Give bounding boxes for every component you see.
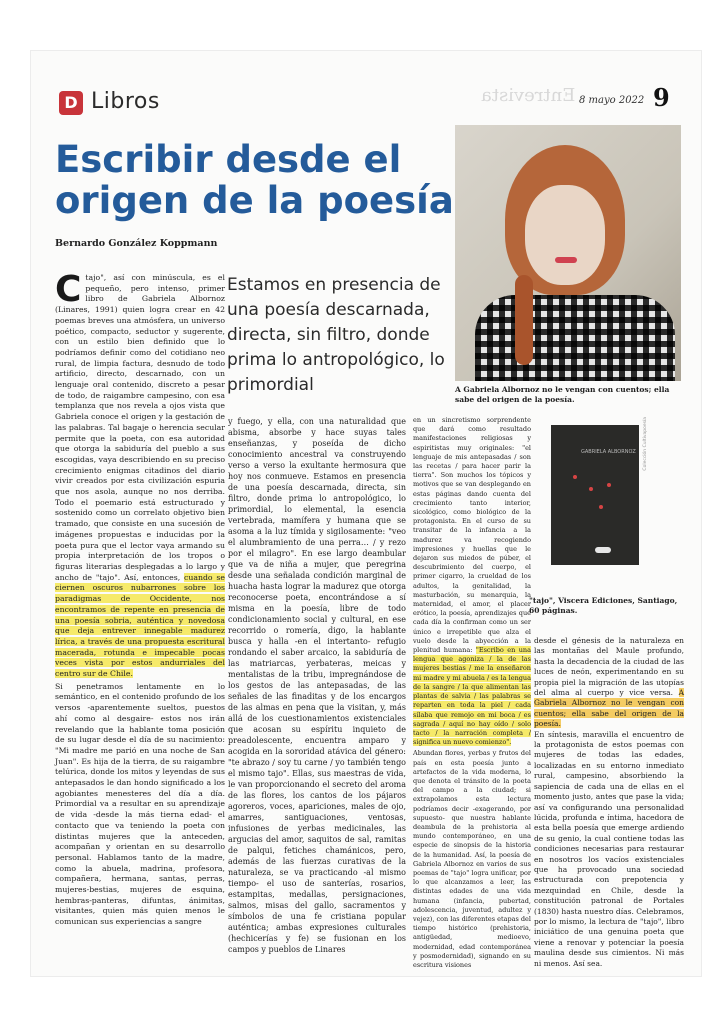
highlighted-text: cuando se ciernen oscuros nubarrones sobre los paradigmas de Occidente, nos encontramos de repente en presencia de una poesía sobria, auténtica y novedosa que deja entrever innegable madurez lírica, a través de una propuesta escritural macerada, rotunda e impecable pocas veces vista por estos andurriales del centro sur de Chile. xyxy=(55,572,225,679)
body-paragraph: y fuego, y ella, con una naturalidad que abisma, absorbe y hace suyas tales enseñanzas, y poseída de dicho conocimiento ancestral va construyendo verso a verso la exultante hermosura que hoy nos conmueve. Estamos en presencia de una poesía descarnada, directa, sin filtro, donde prima lo antropológico, lo primordial, lo elemental, la esencia vertebrada, mamífera y humana que se asoma a la luz tímida y sigilosamente: "veo el alumbramiento de una perra… / y rezo por el milagro". En ese largo deambular que va de niña a mujer, que peregrina desde una señalada condición marginal de huacha hasta lograr la madurez que otorga reconocerse poeta, encontrándose a sí misma en la poesía, libre de todo condicionamiento social y cultural, en ese recorrido o romería, digo, la hablante busca y halla -en el intertanto- refugio rondando el saber arcaico, la sabiduría de las matriarcas, yerbateras, meicas y mentalistas de la tribu, impregnándose de los gestos de las antepasadas, de las señales de las finaditas y de los encargos de las almas en pena que la visitan, y, más allá de los cuestionamientos existenciales que acosan su espíritu inquieto de preadolescente, encuentra amparo y acogida en la sororidad atávica del género: "te abrazo / soy tu carne / yo también tengo el mismo tajo". Ellas, sus maestras de vida, le van proporcionando el secreto del aroma de las flores, los cantos de los pájaros agoreros, voces, apariciones, males de ojo, amarres, santiguaciones, ventosas, infusiones de yerbas medicinales, las argucias del amor, saquitos de sal, ramitas de palqui, fetiches chamánicos, pero, además de las fuerzas curativas de la naturaleza, se va practicando -al mismo tiempo- el uso de santerías, rosarios, estampitas, medallas, persignaciones, salmos, misas del gallo, sacramentos y símbolos de una fe cristiana popular auténtica; ambas expresiones culturales (hechicerías y fe) se fusionan en los campos y pueblos de Linares xyxy=(228,417,406,954)
highlighted-text: "Escribo en una lengua que agoniza / la de las mujeres bestias / me la enseñaron mi madre y mi abuela / es la lengua de la sangre / la que alimentan las plantas de salvia / las palabras se reparten en toda la piel / cada sílaba que remojo en mi boca / es sagrada / aquí no hay oído / solo tacto / la narración completa / significa un nuevo comienzo". xyxy=(413,646,531,747)
body-paragraph: en un sincretismo sorprendente que dará como resultado manifestaciones religiosas y espiritistas muy originales: "el lenguaje de mis antepasadas / son las recetas / para hacer parir la tierra". Son muchos los tópicos y motivos que se van desplegando en estas páginas dando cuenta del crecimiento tanto interior, sicológico, como biológico de la protagonista. En el curso de su transitar de la infancia a la madurez va recogiendo impresiones y huellas que le dejaron sus miedos de púber, el descubrimiento del cuerpo, el primer cigarro, la crueldad de los adultos, la genitalidad, la masturbación, su menarquia, la maternidad, el amor, el placer erótico, la poesía, aprendizajes que cada día la confirman como un ser único e irrepetible que alza el vuelo desde la abyección a la plenitud humana: "Escribo en una lengua que agoniza / la de las mujeres bestias / me la enseñaron mi madre y mi abuela / es la lengua de la sangre / la que alimentan las plantas de salvia / las palabras se reparten en toda la piel / cada sílaba que remojo en mi boca / es sagrada / aquí no hay oído / solo tacto / la narración completa / significa un nuevo comienzo". xyxy=(413,416,531,747)
diario-logo: D xyxy=(59,91,83,115)
drop-cap: C xyxy=(55,269,82,310)
article-headline: Escribir desde el origen de la poesía xyxy=(55,138,454,222)
body-column-3 xyxy=(413,416,531,970)
photo-caption: A Gabriela Albornoz no le vengan con cuentos; ella sabe del origen de la poesía. xyxy=(455,385,670,404)
body-column-4 xyxy=(534,636,684,969)
photo-lips xyxy=(555,257,577,263)
book-cover-image xyxy=(551,425,639,565)
cover-leaf xyxy=(589,487,593,491)
body-paragraph: Abundan flores, yerbas y frutos del país en esta poesía junto a artefactos de la vida moderna, lo que denota el tránsito de la poeta del campo a la ciudad; si extrapolamos esta lectura podríamos decir -exagerando, por supuesto- que nuestra hablante deambula de la prehistoria al mundo contemporáneo, en una especie de sinopsis de la historia de la humanidad. Así, la poesía de Gabriela Albornoz en varios de sus poemas de "tajo" logra unificar, por lo que alcanzamos a leer, las distintas edades de una vida humana (infancia, pubertad, adolescencia, juventud, adultez y vejez), con las diferentes etapas del tiempo histórico (prehistoria, antigüedad, medioevo, modernidad, edad contemporánea y posmodernidad), signando en su escritura visiones xyxy=(413,749,531,969)
body-paragraph: desde el génesis de la naturaleza en las montañas del Maule profundo, hasta la decadencia de la ciudad de las luces de neón, experimentando en su propia piel la migración de las utopías del alma al cuerpo y vice versa. A Gabriela Albornoz no le vengan con cuentos; ella sabe del origen de la poesía. xyxy=(534,636,684,729)
pull-quote: Estamos en presencia de una poesía descarnada, directa, sin filtro, donde prima lo antropológico, lo primordial xyxy=(227,275,445,395)
section-title: Libros xyxy=(91,89,160,114)
photo-credit: Colección Cultivapoesía xyxy=(643,417,648,471)
cover-leaf xyxy=(573,475,577,479)
author-byline: Bernardo González Koppmann xyxy=(55,238,218,249)
bleed-through-text: Entrevista xyxy=(481,85,576,106)
body-paragraph: tajo", así con minúscula, es el pequeño, pero intenso, primer libro de Gabriela Albornoz (Linares, 1991) quien logra crear en 42 poemas breves una atmósfera, un universo poético, compacto, seductor y sugerente, con un estilo bien definido que lo podríamos definir como del cotidiano neo rural, de limpia factura, desnudo de todo artificio, directo, descarnado, con un lenguaje oral contenido, discreto a pesar de todo, de raigambre campesino, con esa templanza que nos revela a ojos vista que Gabriela conoce el origen y la gestación de las palabras. Tal bagaje o herencia secular permite que la poeta, con esa autoridad que otorga la sabiduría del pueblo a sus escogidas, vaya describiendo en su preciso crecimiento enigmas citadinos del diario vivir creados por esta civilización espuria que nos asola, aunque no nos derriba. Todo el poemario está estructurado y sostenido como un correlato objetivo bien tramado, que consiste en una sucesión de imágenes propuestas e inducidas por la poeta pura que el lector vaya armando su propia interpretación de los tropos o figuras literarias desplegadas a lo largo y ancho de "tajo". Así, entonces, cuando se ciernen oscuros nubarrones sobre los paradigmas de Occidente, nos encontramos de repente en presencia de una poesía sobria, auténtica y novedosa que deja entrever innegable madurez lírica, a través de una propuesta escritural macerada, rotunda e impecable pocas veces vista por estos andurriales del centro sur de Chile. xyxy=(55,273,225,679)
book-caption: "tajo", Viscera Ediciones, Santiago, 60 páginas. xyxy=(529,596,678,615)
body-paragraph: Si penetramos lentamente en lo semántico, en el contenido profundo de los versos -aparentemente sueltos, puestos ahí como al desgaire- estos nos irán revelando que la hablante toma posición de su lugar desde el día de su nacimiento: "Mi madre me parió en una noche de San Juan". Es hija de la tierra, de su raigambre telúrica, donde los mitos y leyendas de sus antepasados le dan hondo significado a los agobiantes menesteres del día a día. Primordial va a resultar en su aprendizaje de vida -desde la más tierna edad- el contacto que va teniendo la poeta con distintas mujeres que la anteceden, acompañan y orientan en su desarrollo personal. Hablamos tanto de la madre, como la abuela, madrina, profesora, compañera, hermana, santas, perras, mujeres-bestias, mujeres de esquina, hembras-panteras, difuntas, ánimitas, visitantes, quien más quien menos le comunican sus experiencias a sangre xyxy=(55,681,225,927)
newspaper-page xyxy=(30,50,702,977)
highlighted-text: A Gabriela Albornoz no le vengan con cuentos; ella sabe del origen de la poesía. xyxy=(534,688,684,729)
page-number: 9 xyxy=(653,83,670,112)
body-column-2 xyxy=(228,416,406,955)
cover-leaf xyxy=(607,483,611,487)
book-cover-title: GABRIELA ALBORNOZ xyxy=(581,449,636,455)
cover-cat xyxy=(595,547,611,553)
body-column-1 xyxy=(55,269,225,928)
author-photo xyxy=(455,125,681,381)
issue-date: 8 mayo 2022 xyxy=(579,95,645,106)
photo-shirt xyxy=(475,295,675,381)
body-paragraph: En síntesis, maravilla el encuentro de la protagonista de estos poemas con mujeres de todas las edades, localizadas en su entorno inmediato rural, campesino, absorbiendo la sapiencia de cada una de ellas en el momento justo, antes que pase la vida; así va configurando una personalidad lúcida, profunda e íntima, hacedora de esta bella poesía que emerge ardiendo de su genio, la cual contiene todas las condiciones necesarias para restaurar en nosotros los vacíos existenciales que ha provocado una sociedad estructurada con prepotencia y mezquindad en Chile, desde la constitución patronal de Portales (1830) hasta nuestro días. Celebramos, por lo mismo, la lectura de "tajo", libro iniciático de una genuina poeta que viene a renovar y potenciar la poesía maulina desde sus cimientos. Ni más ni menos. Así sea. xyxy=(534,729,684,968)
photo-face xyxy=(525,185,605,285)
cover-leaf xyxy=(599,505,603,509)
photo-braid xyxy=(515,275,533,365)
